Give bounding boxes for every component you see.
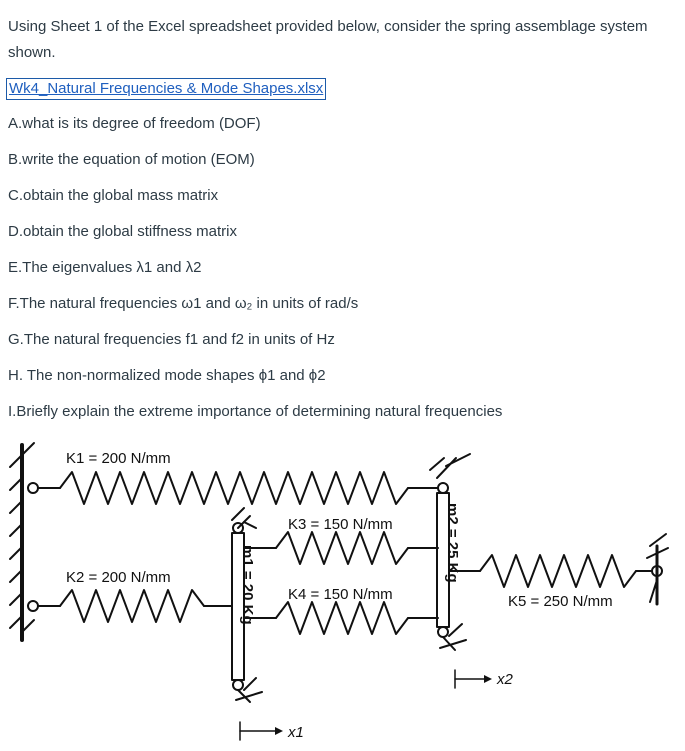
spring-k2 — [28, 590, 232, 622]
k3-label: K3 = 150 N/mm — [288, 516, 393, 533]
question-d: D.obtain the global stiffness matrix — [8, 223, 238, 240]
spring-k3 — [244, 532, 438, 564]
x1-arrow — [240, 722, 283, 740]
spring-k5 — [449, 555, 662, 587]
spring-k1 — [28, 472, 448, 504]
x2-arrow — [455, 670, 492, 688]
x1-label: x1 — [288, 724, 304, 741]
spreadsheet-link[interactable]: Wk4_Natural Frequencies & Mode Shapes.xlsx — [6, 78, 326, 100]
k1-label: K1 = 200 N/mm — [66, 450, 171, 467]
question-e: E.The eigenvalues λ1 and λ2 — [8, 259, 202, 276]
spring-k4 — [244, 602, 438, 634]
k2-label: K2 = 200 N/mm — [66, 569, 171, 586]
right-wall — [647, 534, 668, 604]
problem-intro: Using Sheet 1 of the Excel spreadsheet provided below, consider the spring assemblage system shown. — [8, 18, 648, 61]
question-c: C.obtain the global mass matrix — [8, 187, 219, 204]
k5-label: K5 = 250 N/mm — [508, 593, 613, 610]
x2-label: x2 — [497, 671, 513, 688]
spring-assemblage-diagram — [0, 440, 685, 751]
m2-label: m2 = 25 Kg — [444, 503, 461, 583]
question-f: F.The natural frequencies ω1 and ω₂ in units of rad/s — [8, 295, 359, 312]
question-b: B.write the equation of motion (EOM) — [8, 151, 255, 168]
question-i: I.Briefly explain the extreme importance of determining natural frequencies — [8, 403, 503, 420]
question-a: A.what is its degree of freedom (DOF) — [8, 115, 261, 132]
m1-label: m1 = 20 Kg — [239, 545, 256, 625]
k4-label: K4 = 150 N/mm — [288, 586, 393, 603]
question-g: G.The natural frequencies f1 and f2 in units of Hz — [8, 331, 335, 348]
question-h: H. The non-normalized mode shapes ϕ1 and ϕ2 — [8, 367, 326, 384]
